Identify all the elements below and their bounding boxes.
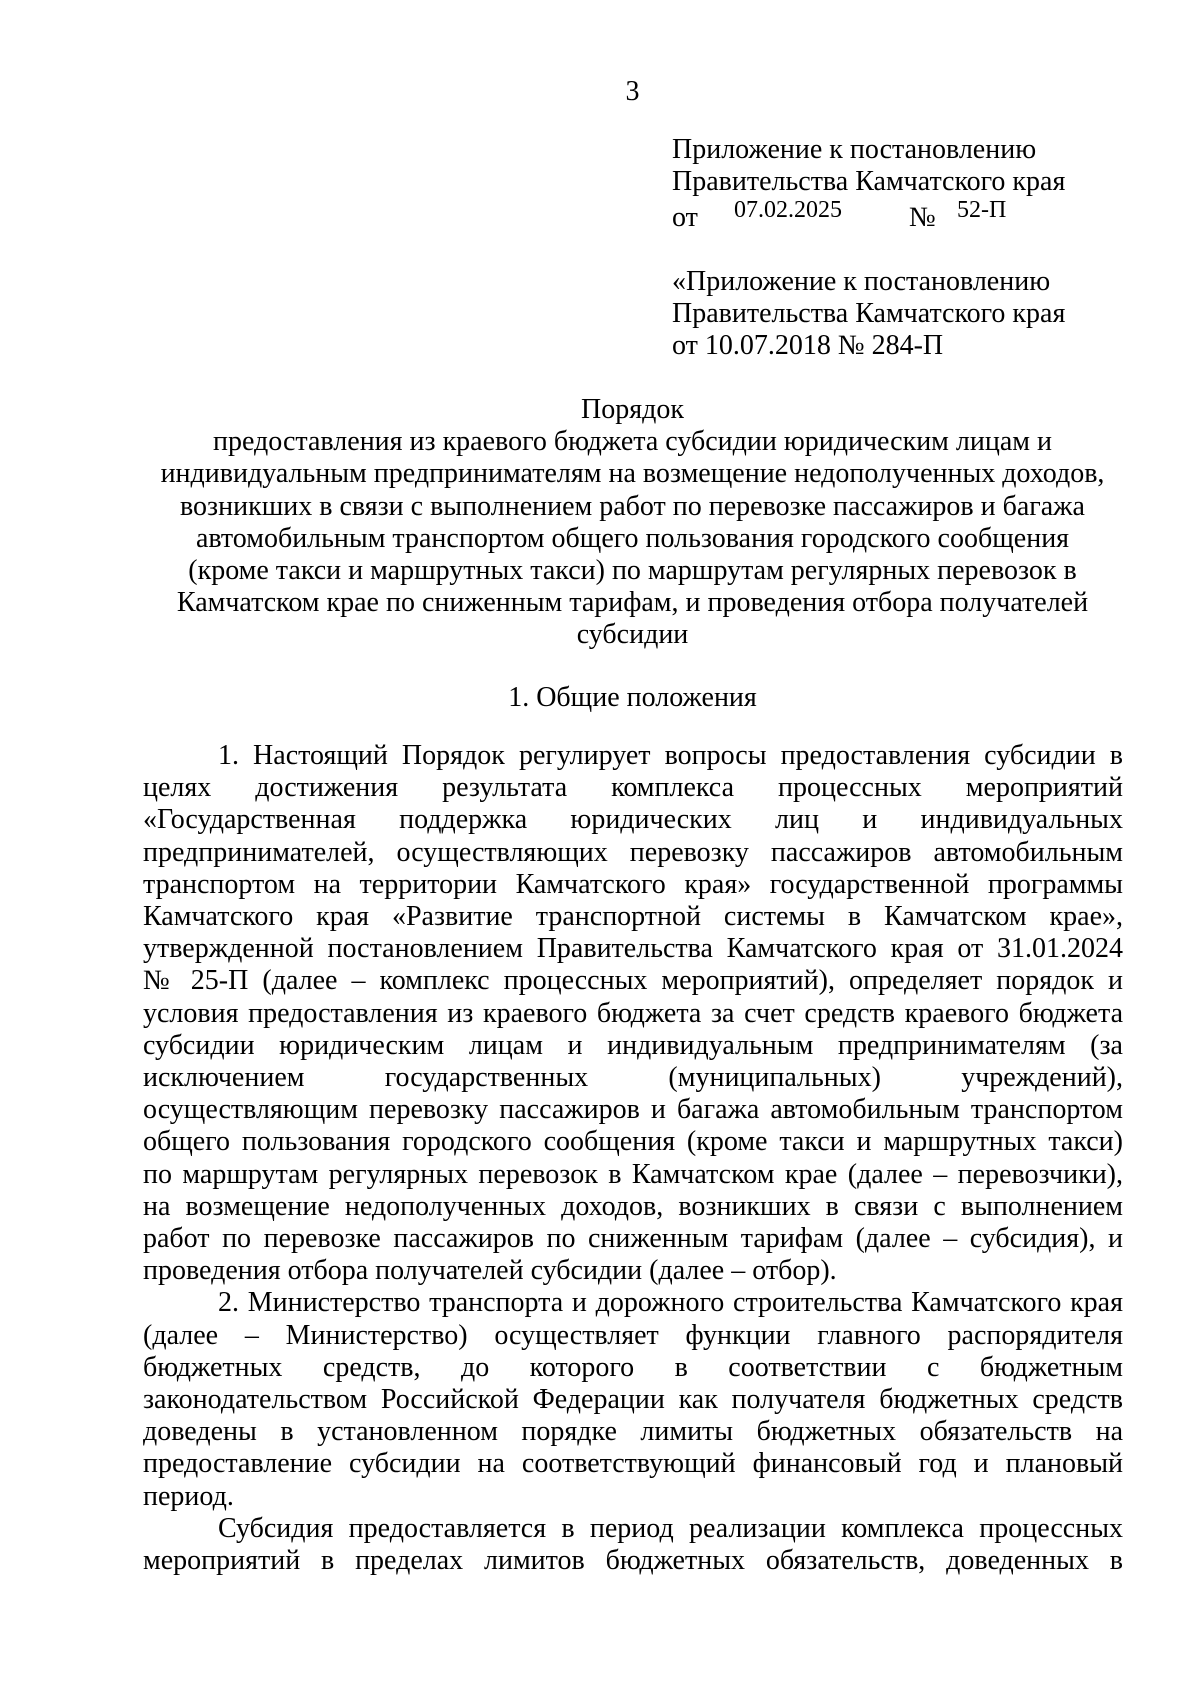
body-text [143, 740, 1123, 1577]
paragraph-line: общего пользования городского сообщения (кроме такси и маршрутных такси) [143, 1126, 1123, 1158]
paragraph-line: транспортом на территории Камчатского края» государственной программы [143, 868, 1123, 900]
paragraph-line: предпринимателей, осуществляющих перевозку пассажиров автомобильным [143, 836, 1123, 868]
title-line: (кроме такси и маршрутных такси) по маршрутам регулярных перевозок в [188, 555, 1077, 587]
paragraph-line: доведены в установленном порядке лимиты бюджетных обязательств на [143, 1416, 1123, 1448]
annex-current-number: 52-П [957, 197, 1007, 223]
paragraph-line: бюджетных средств, до которого в соответствии с бюджетным [143, 1351, 1123, 1383]
annex-previous-line3: от 10.07.2018 № 284-П [672, 330, 944, 361]
document-title [140, 394, 1125, 652]
paragraph-line: 2. Министерство транспорта и дорожного строительства Камчатского края [218, 1287, 1123, 1319]
paragraph-line: работ по перевозке пассажиров по сниженным тарифам (далее – субсидия), и [143, 1223, 1123, 1255]
paragraph-line: мероприятий в пределах лимитов бюджетных обязательств, доведенных в [143, 1545, 1123, 1577]
paragraph [143, 740, 1123, 1287]
title-line: возникших в связи с выполнением работ по перевозке пассажиров и багажа [180, 490, 1085, 522]
title-line: автомобильным транспортом общего пользования городского сообщения [195, 522, 1070, 554]
paragraph-line: № 25-П (далее – комплекс процессных мероприятий), определяет порядок и [143, 965, 1123, 997]
annex-previous-line1: «Приложение к постановлению [672, 266, 1051, 297]
paragraph-line: предоставление субсидии на соответствующий финансовый год и плановый [143, 1448, 1123, 1480]
paragraph [143, 1287, 1123, 1512]
paragraph-line: утвержденной постановлением Правительства Камчатского края от 31.01.2024 [143, 933, 1123, 965]
paragraph-line: Субсидия предоставляется в период реализации комплекса процессных [218, 1512, 1123, 1544]
paragraph-line: Камчатского края «Развитие транспортной системы в Камчатском крае», [143, 901, 1123, 933]
paragraph-line: условия предоставления из краевого бюджета за счет средств краевого бюджета [143, 997, 1123, 1029]
paragraph-line: осуществляющим перевозку пассажиров и багажа автомобильным транспортом [143, 1094, 1123, 1126]
paragraph-line: субсидии юридическим лицам и индивидуальным предпринимателям (за [143, 1029, 1123, 1061]
title-heading: Порядок [581, 394, 684, 425]
annex-current-ot-label: от [672, 202, 698, 233]
title-line: индивидуальным предпринимателям на возмещение недополученных доходов, [160, 458, 1105, 490]
paragraph-line: 1. Настоящий Порядок регулирует вопросы предоставления субсидии в [218, 740, 1123, 771]
paragraph-line: по маршрутам регулярных перевозок в Камчатском крае (далее – перевозчики), [143, 1158, 1123, 1190]
annex-current-resolution [672, 134, 1065, 232]
paragraph-line: (далее – Министерство) осуществляет функции главного распорядителя [143, 1319, 1123, 1351]
paragraph-line: проведения отбора получателей субсидии (далее – отбор). [143, 1255, 837, 1287]
paragraph-line: на возмещение недополученных доходов, возникших в связи с выполнением [143, 1190, 1123, 1222]
paragraph-line: целях достижения результата комплекса процессных мероприятий [143, 772, 1123, 804]
annex-current-number-sign: № [909, 202, 936, 233]
annex-current-line2: Правительства Камчатского края [672, 166, 1066, 197]
annex-current-date-line [672, 198, 1065, 232]
paragraph-line: период. [143, 1480, 234, 1512]
paragraph-line: исключением государственных (муниципальных) учреждений), [143, 1062, 1123, 1094]
paragraph [143, 1513, 1123, 1577]
paragraph-line: законодательством Российской Федерации как получателя бюджетных средств [143, 1384, 1123, 1416]
annex-previous-line2: Правительства Камчатского края [672, 298, 1066, 329]
title-line: субсидии [576, 619, 689, 651]
annex-current-line1: Приложение к постановлению [672, 134, 1037, 165]
page-number: 3 [625, 76, 640, 107]
title-line: предоставления из краевого бюджета субсидии юридическим лицам и [213, 426, 1052, 458]
paragraph-line: «Государственная поддержка юридических лиц и индивидуальных [143, 804, 1123, 836]
annex-previous-resolution [672, 266, 1065, 362]
annex-current-date: 07.02.2025 [734, 197, 842, 223]
section-heading: 1. Общие положения [508, 682, 757, 713]
title-line: Камчатском крае по сниженным тарифам, и проведения отбора получателей [176, 587, 1089, 619]
